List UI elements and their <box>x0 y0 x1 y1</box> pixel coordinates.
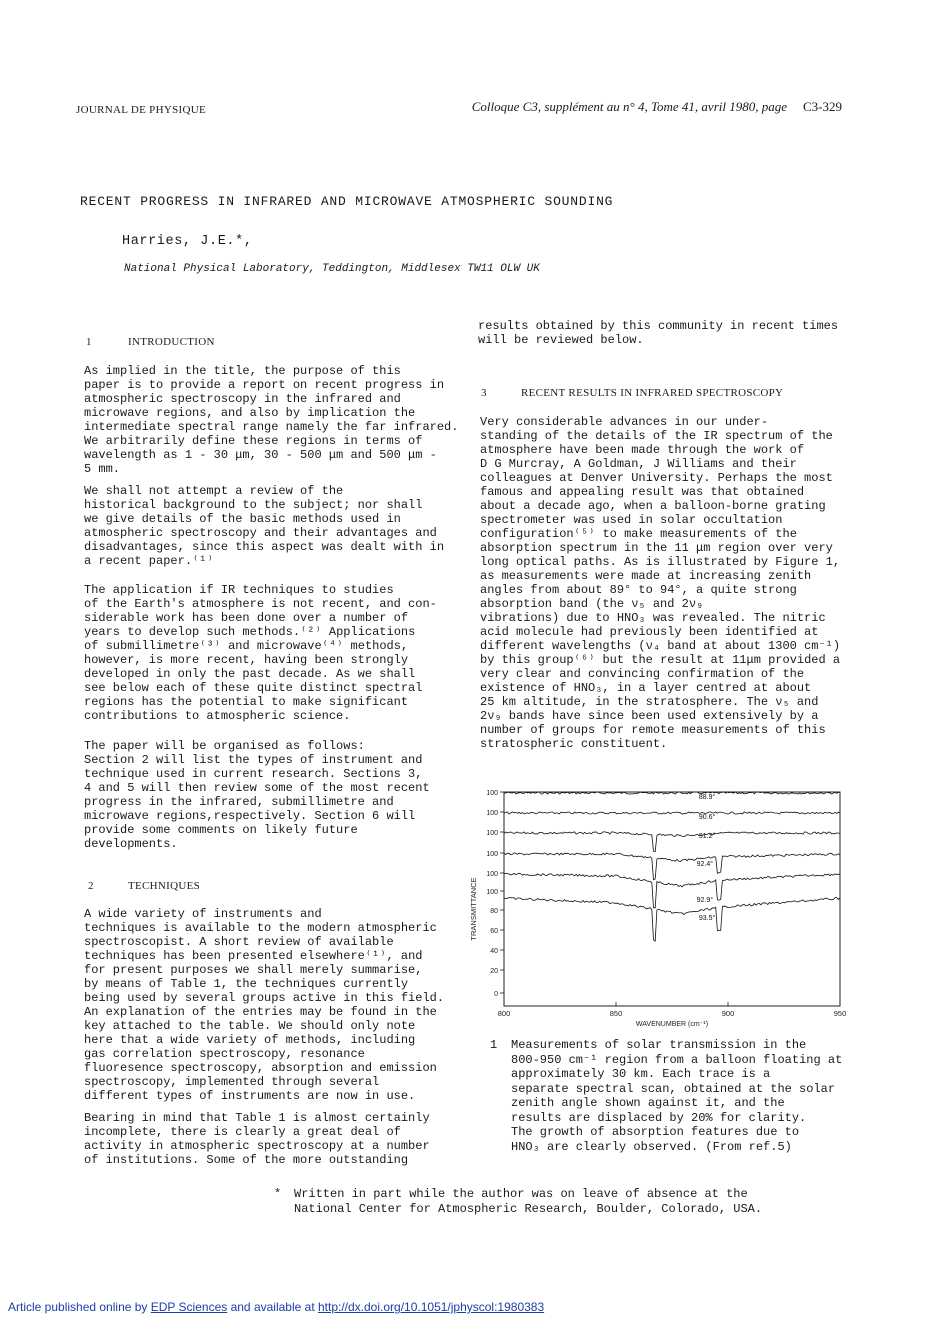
y-tick-label: 100 <box>486 851 498 858</box>
y-tick-label: 0 <box>494 991 498 998</box>
author-affiliation: National Physical Laboratory, Teddington, Middlesex TW11 OLW UK <box>124 263 540 275</box>
trace-90-6deg <box>504 812 840 814</box>
y-axis-label: TRANSMITTANCE <box>469 877 478 941</box>
doi-link[interactable]: http://dx.doi.org/10.1051/jphyscol:1980383 <box>317 1300 545 1314</box>
y-tick-label: 40 <box>490 948 498 955</box>
paragraph-ir-results: Very considerable advances in our under- standing of the details of the IR spectrum of the atmosphere have been made through the work of D G Murcray, A Goldman, J Williams and their colleagues at Denver University. Perhaps the most famous and appealing result was that obtained about a decade ago, when a balloon-borne grating spectrometer was used in solar occultation configuration⁽⁵⁾ to make measurements of the absorption spectrum in the 11 μm region over very long optical paths. As is illustrated by Figure 1, as measurements were made at increasing zenith angles from about 89° to 94°, a quite strong absorption band (the ν₅ and 2ν₉ vibrations) due to HNO₃ was revealed. The nitric acid molecule had previously been identified at different wavelengths (ν₄ band at about 1300 cm⁻¹) by this group⁽⁶⁾ but the result at 11μm provided a very clear and convincing confirmation of the existence of HNO₃, in a layer centred at about 25 km altitude, in the stratosphere. The ν₅ and 2ν₉ bands have since been used extensively by a number of groups for remote measurements of this stratospheric constituent. <box>480 415 841 751</box>
y-tick-labels <box>486 790 504 998</box>
paragraph-intro-3: The application if IR techniques to studies of the Earth's atmosphere is not recent, and con- siderable work has been done over a number of years to develop such methods.⁽²⁾ Applications of submillimetre⁽³⁾ and microwave⁽⁴⁾ methods, however, is more recent, having been strongly developed in only the past decade. As we shall see below each of these quite distinct spectral regions has the potential to make significant contributions to atmospheric science. <box>84 583 437 723</box>
column-left-p6 <box>84 1111 462 1167</box>
publisher-link[interactable]: EDP Sciences <box>150 1300 228 1314</box>
paragraph-intro-2: We shall not attempt a review of the historical background to the subject; nor shall we give details of the basic methods used in atmospheric spectroscopy and their advantages and disadvantages, since this aspect was dealt with in a recent paper.⁽¹⁾ <box>84 484 445 568</box>
section-3-number: 3 <box>481 387 487 399</box>
x-tick-labels <box>498 1002 847 1018</box>
y-tick-label: 100 <box>486 889 498 896</box>
x-tick-label: 850 <box>609 1009 623 1018</box>
notice-prefix: Article published online by <box>8 1300 151 1314</box>
footnote <box>274 1187 763 1216</box>
page-number: C3-329 <box>803 99 842 114</box>
x-tick-label: 950 <box>833 1009 847 1018</box>
x-axis-label: WAVENUMBER (cm⁻¹) <box>635 1021 709 1028</box>
column-left-p5 <box>84 907 462 1103</box>
y-tick-label: 100 <box>486 830 498 837</box>
column-right-p0 <box>478 319 848 347</box>
section-3-heading: RECENT RESULTS IN INFRARED SPECTROSCOPY <box>521 387 784 399</box>
paragraph-intro-1: As implied in the title, the purpose of this paper is to provide a report on recent progress in atmospheric spectroscopy in the infrared and microwave regions, and also by implication the intermediate spectral range namely the far infrared. We arbitrarily define these regions in terms of wavelength as 1 - 30 μm, 30 - 500 μm and 500 μm - 5 mm. <box>84 364 459 476</box>
plot-border <box>504 792 840 1006</box>
column-left-p3 <box>84 583 462 723</box>
zenith-angle-label: 92.9° <box>696 897 714 904</box>
paragraph-techniques-2: Bearing in mind that Table 1 is almost certainly incomplete, there is clearly a great deal of activity in atmospheric spectroscopy at a number of institutions. Some of the more outstanding <box>84 1111 430 1167</box>
section-1-heading: INTRODUCTION <box>128 336 215 348</box>
y-tick-label: 100 <box>486 790 498 797</box>
caption-text: Measurements of solar transmission in the 800-950 cm⁻¹ region from a balloon floating at approximately 30 km. Each trace is a separate spectral scan, obtained at the solar zenith angle shown against it, and the results are displaced by 20% for clarity. The growth of absorption features due to HNO₃ are clearly observed. (From ref.5) <box>511 1038 843 1154</box>
notice-middle: and available at <box>227 1300 318 1314</box>
x-tick-label: 900 <box>721 1009 735 1018</box>
paragraph-continuation: results obtained by this community in recent times will be reviewed below. <box>478 319 839 347</box>
zenith-angle-label: 93.5° <box>698 915 716 922</box>
section-1-number: 1 <box>86 336 92 348</box>
section-2-heading: TECHNIQUES <box>128 880 201 892</box>
zenith-angle-label: 90.6° <box>698 814 716 821</box>
trace-91-2deg <box>504 832 840 852</box>
paragraph-intro-4: The paper will be organised as follows: Section 2 will list the types of instrument and technique used in current research. Sections 3, 4 and 5 will then review some of the most recent progress in the infrared, submillimetre and microwave regions,respectively. Section 6 will provide some comments on likely future developments. <box>84 739 430 851</box>
trace-92-9deg <box>504 873 840 908</box>
y-tick-label: 80 <box>490 908 498 915</box>
publication-notice <box>8 1300 544 1314</box>
column-right-p1 <box>480 415 855 751</box>
figure-number: 1 <box>490 1038 498 1052</box>
column-left <box>84 364 462 476</box>
zenith-angle-label: 92.4° <box>696 861 714 868</box>
y-tick-label: 20 <box>490 968 498 975</box>
section-2-number: 2 <box>88 880 94 892</box>
transmission-spectrum-chart <box>469 780 852 1032</box>
colloque-text: Colloque C3, supplément au n° 4, Tome 41, avril 1980, page <box>471 99 787 114</box>
trace-93-5deg <box>504 897 840 941</box>
footnote-text: Written in part while the author was on leave of absence at the National Center for Atmospheric Research, Boulder, Colorado, USA. <box>294 1187 763 1216</box>
footnote-mark: * <box>274 1187 282 1201</box>
journal-citation <box>472 99 842 115</box>
paper-title: RECENT PROGRESS IN INFRARED AND MICROWAVE ATMOSPHERIC SOUNDING <box>80 194 614 209</box>
x-tick-label: 800 <box>497 1009 511 1018</box>
paragraph-techniques-1: A wide variety of instruments and techniques is available to the modern atmospheric spectroscopist. A short review of available techniques has been presented elsewhere⁽¹⁾, and for present purposes we shall merely summarise, by means of Table 1, the techniques currently being used by several groups active in this field. An explanation of the entries may be found in the key attached to the table. We should only note here that a wide variety of methods, including gas correlation spectroscopy, resonance fluoresence spectroscopy, absorption and emission spectroscopy, implemented through several different types of instruments are now in use. <box>84 907 445 1103</box>
spectrum-traces <box>504 792 840 941</box>
y-tick-label: 100 <box>486 810 498 817</box>
author-name: Harries, J.E.*, <box>122 234 253 249</box>
column-left-p4 <box>84 739 462 851</box>
column-left-p2 <box>84 484 462 568</box>
y-tick-label: 60 <box>490 928 498 935</box>
zenith-angle-label: 91.2° <box>698 833 716 840</box>
zenith-angle-label: 88.9° <box>698 794 716 801</box>
figure-1 <box>469 780 852 1037</box>
y-tick-label: 100 <box>486 871 498 878</box>
plot-frame <box>504 792 840 1006</box>
journal-name: JOURNAL DE PHYSIQUE <box>76 104 206 116</box>
